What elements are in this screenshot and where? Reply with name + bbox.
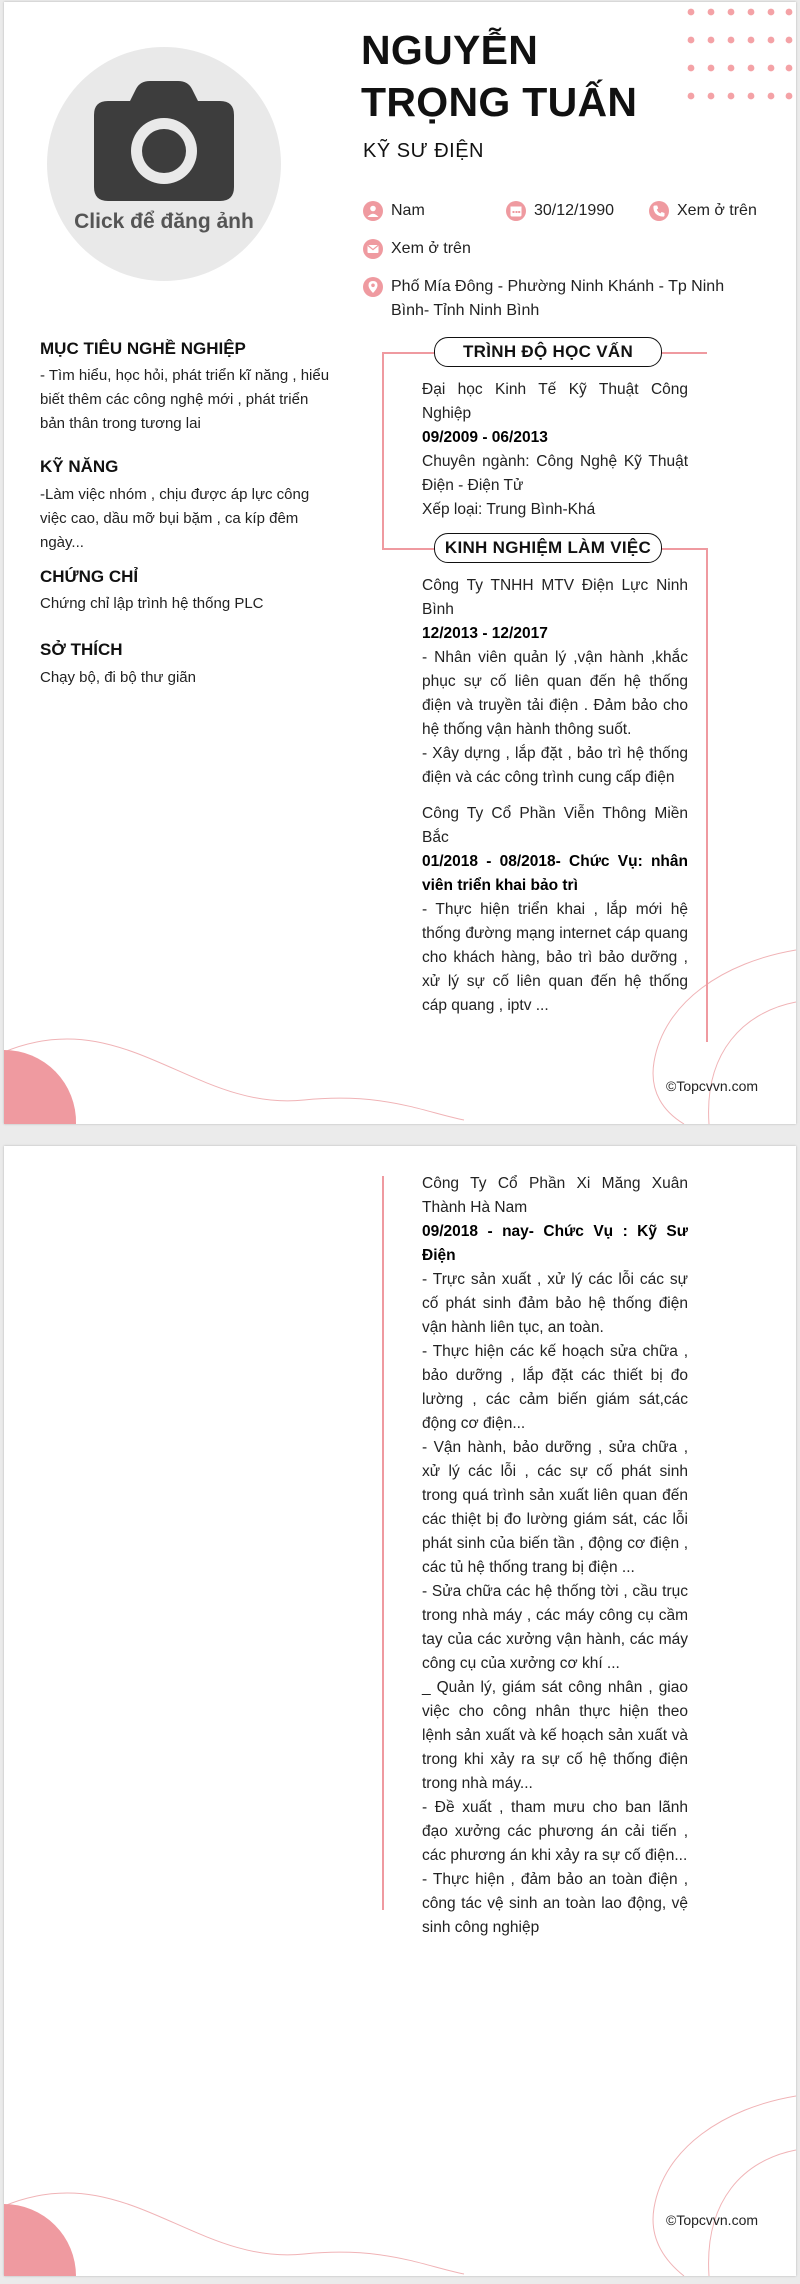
skills-heading: KỸ NĂNG: [40, 457, 119, 476]
job-title: KỸ SƯ ĐIỆN: [363, 140, 484, 162]
experience-duty: - Xây dựng , lắp đặt , bảo trì hệ thống điện và các công trình cung cấp điện: [422, 745, 688, 786]
education-major: Chuyên ngành: Công Nghệ Kỹ Thuật Điện - Điện Tử: [422, 453, 688, 494]
experience-duty: - Thực hiện các kế hoạch sửa chữa , bảo dưỡng , lắp đặt các thiết bị đo lường , các cảm biến giám sát,các động cơ điện...: [422, 1343, 688, 1432]
email-value: Xem ở trên: [391, 240, 471, 257]
name-line-1: NGUYỄN: [361, 27, 539, 73]
hobby-heading: SỞ THÍCH: [40, 640, 123, 659]
gender-value: Nam: [391, 202, 425, 219]
experience-duty: - Sửa chữa các hệ thống tời , cầu trục trong nhà máy , các máy công cụ cầm tay của các xưởng vận hành, các máy công cụ của xưởng cơ khí ...: [422, 1583, 688, 1672]
timeline-line-left: [382, 352, 384, 548]
avatar-label: Click để đăng ảnh: [74, 210, 254, 233]
timeline-connector-edu-right: [659, 352, 707, 354]
avatar-upload[interactable]: [47, 47, 281, 281]
experience-item: [422, 802, 688, 1018]
experience-period: 12/2013 - 12/2017: [422, 625, 548, 642]
experience-duty: - Thực hiện triển khai , lắp mới hệ thống đường mạng internet cáp quang cho khách hàng, bảo trì bảo dưỡng , xử lý sự cố liên quan đến hệ thống cáp quang , iptv ...: [422, 901, 688, 1014]
cv-page-2: [4, 1146, 796, 2276]
timeline-connector-edu-left: [382, 352, 438, 354]
experience-list-page1: [422, 574, 688, 1018]
experience-company: Công Ty Cổ Phần Xi Măng Xuân Thành Hà Nam: [422, 1175, 688, 1216]
experience-duty: - Đề xuất , tham mưu cho ban lãnh đạo xưởng các phương án cải tiến , các phương án khi xảy ra sự cố điện...: [422, 1799, 688, 1864]
education-grade: Xếp loại: Trung Bình-Khá: [422, 501, 596, 518]
experience-heading: KINH NGHIỆM LÀM VIỆC: [434, 533, 662, 563]
experience-duty: - Thực hiện , đảm bảo an toàn điện , công tác vệ sinh an toàn lao động, vệ sinh công nghiệp: [422, 1871, 688, 1936]
timeline-connector-exp-left: [382, 548, 438, 550]
experience-item: [422, 574, 688, 790]
experience-period: 01/2018 - 08/2018- Chức Vụ: nhân viên triển khai bảo trì: [422, 853, 688, 894]
education-period: 09/2009 - 06/2013: [422, 429, 548, 446]
copyright-text: ©Topcvvn.com: [666, 2212, 759, 2228]
certificate-text: Chứng chỉ lập trình hệ thống PLC: [40, 595, 264, 612]
experience-list-page2: [422, 1172, 688, 1940]
name-line-2: TRỌNG TUẤN: [361, 79, 638, 125]
timeline-line-right: [706, 548, 708, 1042]
timeline-line-page2: [382, 1176, 384, 1910]
education-school: Đại học Kinh Tế Kỹ Thuật Công Nghiệp: [422, 381, 688, 422]
skills-text: -Làm việc nhóm , chịu được áp lực công việc cao, dầu mỡ bụi bặm , ca kíp đêm ngày...: [40, 486, 310, 551]
experience-company: Công Ty TNHH MTV Điện Lực Ninh Bình: [422, 577, 688, 618]
location-icon: [363, 277, 383, 297]
dob-value: 30/12/1990: [534, 202, 615, 219]
experience-period: 09/2018 - nay- Chức Vụ : Kỹ Sư Điện: [422, 1223, 688, 1264]
cv-page-1: [4, 2, 796, 1124]
calendar-icon: [506, 201, 526, 221]
education-entry: [422, 378, 688, 522]
phone-value: Xem ở trên: [677, 202, 757, 219]
experience-duty: - Trực sản xuất , xử lý các lỗi các sự cố phát sinh đảm bảo hệ thống điện vận hành liên tục, an toàn.: [422, 1271, 688, 1336]
experience-company: Công Ty Cổ Phần Viễn Thông Miền Bắc: [422, 805, 688, 846]
copyright-text: ©Topcvvn.com: [666, 1078, 759, 1094]
education-heading: TRÌNH ĐỘ HỌC VẤN: [434, 337, 662, 367]
mail-icon: [363, 239, 383, 259]
hobby-text: Chạy bộ, đi bộ thư giãn: [40, 669, 196, 686]
experience-item: [422, 1172, 688, 1940]
camera-icon: [92, 79, 236, 203]
user-icon: [363, 201, 383, 221]
objective-text: - Tìm hiểu, học hỏi, phát triển kĩ năng , hiểu biết thêm các công nghệ mới , phát triển bản thân trong tương lai: [40, 367, 330, 432]
objective-heading: MỤC TIÊU NGHỀ NGHIỆP: [40, 339, 246, 358]
timeline-connector-exp-right: [659, 548, 707, 550]
full-name: [361, 24, 721, 128]
address-value: Phố Mía Đông - Phường Ninh Khánh - Tp Ninh Bình- Tỉnh Ninh Bình: [391, 278, 725, 319]
experience-duty: - Vận hành, bảo dưỡng , sửa chữa , xử lý các lỗi , các sự cố phát sinh trong quá trình sản xuất liên quan đến các thiệt bị đo lường giám sát, các lỗi phát sinh của biến tần , động cơ điện , các tủ hệ thống trang bị điện ...: [422, 1439, 688, 1576]
certificate-heading: CHỨNG CHỈ: [40, 567, 139, 586]
address-info: [363, 275, 763, 323]
experience-duty: - Nhân viên quản lý ,vận hành ,khắc phục sự cố liên quan đến hệ thống điện và truyền tải điện . Đảm bảo cho hệ thống vận hành thông suốt.: [422, 649, 688, 738]
phone-icon: [649, 201, 669, 221]
experience-duty: _ Quản lý, giám sát công nhân , giao việc cho công nhân thực hiện theo lệnh sản xuất và kế hoạch sản xuất và trong khi xảy ra sự cố hệ thống điện trong nhà máy...: [422, 1679, 688, 1792]
